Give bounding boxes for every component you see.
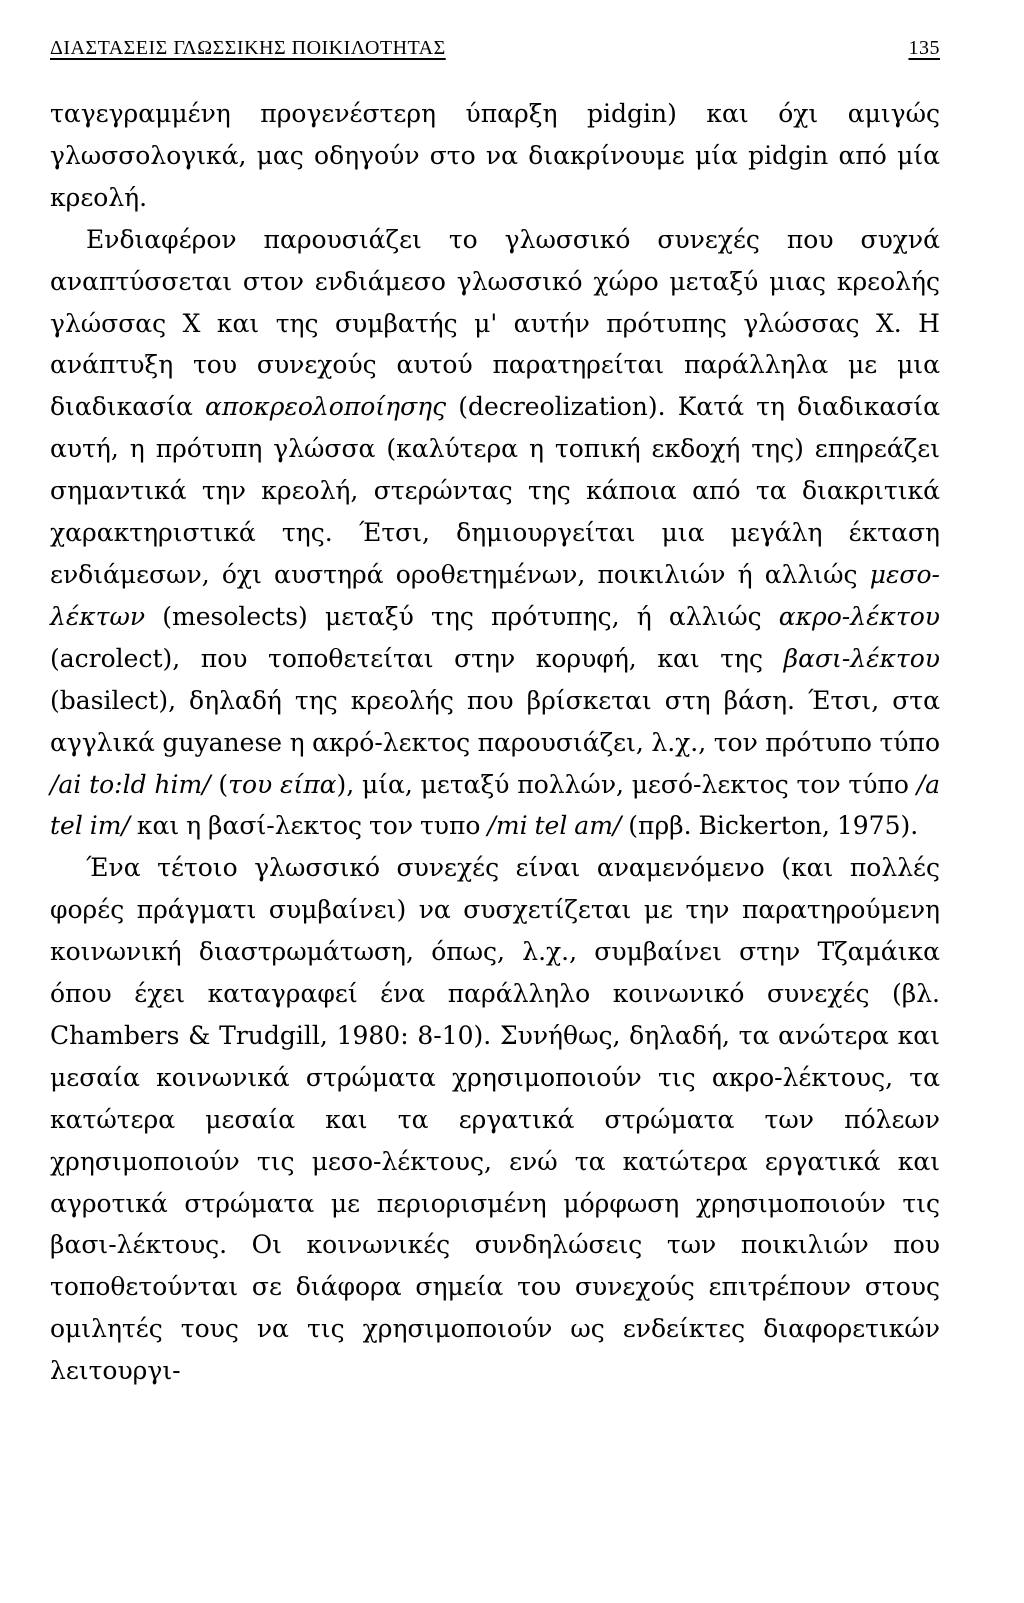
paragraph-1 <box>50 93 940 219</box>
paragraph-2 <box>50 219 940 848</box>
example-mesolect-form: /a tel im/ <box>50 769 941 841</box>
paragraph-2-run: (acrolect), που τοποθετείται στην κορυφή, και της <box>50 643 784 673</box>
paragraph-2-run: Ενδιαφέρον παρουσιάζει το γλωσσικό συνεχές που συχνά αναπτύσσεται στον ενδιάμεσο γλωσσικό χώρο μεταξύ μιας κρεολής γλώσσας Χ και της συμβατής μ' αυτήν πρότυπης γλώσσας Χ. Η ανάπτυξη του συνεχούς αυτού παρατηρείται παράλληλα με μια διαδικασία <box>50 224 940 422</box>
running-header-title: ΔΙΑΣΤΑΣΕΙΣ ΓΛΩΣΣΙΚΗΣ ΠΟΙΚΙΛΟΤΗΤΑΣ <box>50 37 446 59</box>
paragraph-2-run: (decreolization). Κατά τη διαδικασία αυτή, η πρότυπη γλώσσα (καλύτερα η τοπική εκδοχή της) επηρεάζει σημαντικά την κρεολή, στερώντας της κάποια από τα διακριτικά χαρακτηριστικά της. Έτσι, δημιουργείται μια μεγάλη έκταση ενδιάμεσων, όχι αυστηρά οροθετημένων, ποικιλιών ή αλλιώς <box>50 392 940 589</box>
term-basilect: βασι-λέκτου <box>783 643 940 673</box>
paragraph-2-run: και η βασί-λεκτος τον τυπο <box>129 811 488 841</box>
paragraph-2-run: (mesolects) μεταξύ της πρότυπης, ή αλλιώς <box>145 601 779 631</box>
paragraph-2-run: ), μία, μεταξύ πολλών, μεσό-λεκτος τον τύπο <box>336 769 917 799</box>
paragraph-2-run: ( <box>210 769 229 799</box>
running-header <box>50 36 940 60</box>
term-mesolects: μεσο-λέκτων <box>50 559 940 631</box>
term-decreolization: αποκρεολοποίησης <box>205 392 447 422</box>
example-acrolect-form: /ai to:ld him/ <box>50 769 211 799</box>
paragraph-1-text: ταγεγραμμένη προγενέστερη ύπαρξη pidgin) και όχι αμιγώς γλωσσολογικά, μας οδηγούν στο να διακρίνουμε μία pidgin από μία κρεολή. <box>50 99 940 212</box>
book-page <box>50 36 940 1392</box>
example-basilect-form: /mi tel am/ <box>487 811 622 841</box>
paragraph-2-run: (πρβ. Bickerton, 1975). <box>621 811 919 841</box>
page-number: 135 <box>908 37 940 59</box>
paragraph-2-run: (basilect), δηλαδή της κρεολής που βρίσκεται στη βάση. Έτσι, στα αγγλικά guyanese η ακρό-λεκτος παρουσιάζει, λ.χ., τον πρότυπο τύπο <box>50 685 940 757</box>
paragraph-3-text: Ένα τέτοιο γλωσσικό συνεχές είναι αναμενόμενο (και πολλές φορές πράγματι συμβαίνει) να συσχετίζεται με την παρατηρούμενη κοινωνική διαστρωμάτωση, όπως, λ.χ., συμβαίνει στην Τζαμάικα όπου έχει καταγραφεί ένα παράλληλο κοινωνικό συνεχές (βλ. Chambers & Trudgill, 1980: 8-10). Συνήθως, δηλαδή, τα ανώτερα και μεσαία κοινωνικά στρώματα χρησιμοποιούν τις ακρο-λέκτους, τα κατώτερα μεσαία και τα εργατικά στρώματα των πόλεων χρησιμοποιούν τις μεσο-λέκτους, ενώ τα κατώτερα εργατικά και αγροτικά στρώματα με περιορισμένη μόρφωση χρησιμοποιούν τις βασι-λέκτους. Οι κοινωνικές συνδηλώσεις των ποικιλιών που τοποθετούνται σε διάφορα σημεία του συνεχούς επιτρέπουν στους ομιλητές τους να τις χρησιμοποιούν ως ενδείκτες διαφορετικών λειτουργι- <box>50 853 940 1386</box>
example-translation: του είπα <box>228 769 337 799</box>
paragraph-3 <box>50 847 940 1392</box>
body-text <box>50 93 940 1392</box>
term-acrolect: ακρο-λέκτου <box>778 601 940 631</box>
